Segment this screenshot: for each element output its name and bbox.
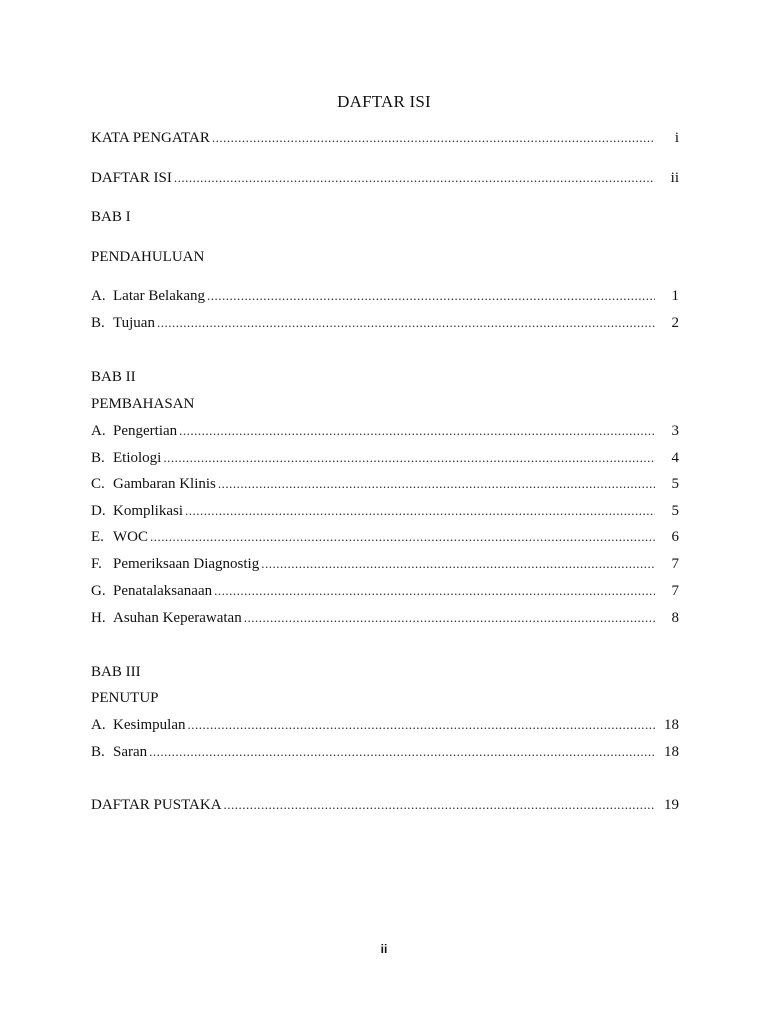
toc-entry-label: Etiologi (113, 450, 162, 466)
toc-entry-asuhan-keperawatan (91, 608, 679, 628)
toc-entry-letter: H. (91, 610, 106, 626)
toc-entry-tujuan (91, 313, 679, 333)
toc-entry-woc (91, 527, 679, 547)
toc-entry-komplikasi (91, 501, 679, 521)
toc-entry-page: 3 (671, 423, 679, 439)
toc-entry-page: 7 (671, 556, 679, 572)
toc-entry-daftar-pustaka (91, 795, 679, 815)
toc-entry-etiologi (91, 448, 679, 468)
toc-entry-letter: B. (91, 315, 105, 331)
toc-entry-kata-pengatar (91, 128, 679, 148)
toc-entry-page: 7 (671, 583, 679, 599)
toc-entry-label: Saran (113, 744, 148, 760)
dot-leader (185, 501, 655, 521)
dot-leader (149, 742, 655, 762)
toc-entry-page: 18 (664, 717, 679, 733)
toc-entry-page: 18 (664, 744, 679, 760)
toc-entry-label: Gambaran Klinis (113, 476, 216, 492)
toc-entry-page: 4 (671, 450, 679, 466)
toc-entry-letter: A. (91, 288, 106, 304)
dot-leader (214, 581, 655, 601)
toc-entry-label: Pengertian (113, 423, 178, 439)
toc-entry-penatalaksanaan (91, 581, 679, 601)
toc-entry-letter: F. (91, 556, 102, 572)
toc-entry-label: Kesimpulan (113, 717, 186, 733)
dot-leader (163, 448, 655, 468)
toc-entry-letter: C. (91, 476, 105, 492)
toc-entry-page: i (674, 130, 679, 146)
toc-entry-letter: D. (91, 503, 106, 519)
page-number-footer: ii (380, 942, 388, 956)
bab3-heading: BAB III (91, 664, 141, 680)
toc-entry-label: Komplikasi (113, 503, 183, 519)
bab2-subheading: PEMBAHASAN (91, 396, 195, 412)
toc-entry-letter: B. (91, 450, 105, 466)
toc-entry-label: DAFTAR PUSTAKA (91, 797, 222, 813)
dot-leader (179, 421, 655, 441)
toc-entry-daftar-isi (91, 168, 679, 188)
toc-entry-letter: A. (91, 717, 106, 733)
toc-entry-page: 19 (664, 797, 679, 813)
toc-entry-letter: E. (91, 529, 104, 545)
dot-leader (261, 554, 655, 574)
toc-entry-kesimpulan (91, 715, 679, 735)
bab2-heading: BAB II (91, 369, 136, 385)
toc-entry-label: Asuhan Keperawatan (113, 610, 242, 626)
dot-leader (150, 527, 655, 547)
toc-entry-label: WOC (113, 529, 148, 545)
dot-leader (212, 128, 655, 148)
toc-entry-page: 1 (671, 288, 679, 304)
toc-entry-page: ii (670, 170, 679, 186)
toc-entry-pengertian (91, 421, 679, 441)
toc-entry-page: 2 (671, 315, 679, 331)
dot-leader (157, 313, 655, 333)
dot-leader (188, 715, 656, 735)
toc-entry-page: 6 (671, 529, 679, 545)
dot-leader (244, 608, 655, 628)
dot-leader (207, 286, 655, 306)
toc-entry-letter: G. (91, 583, 106, 599)
toc-entry-gambaran-klinis (91, 474, 679, 494)
toc-entry-label: Pemeriksaan Diagnostig (113, 556, 260, 572)
dot-leader (174, 168, 655, 188)
toc-entry-label: Latar Belakang (113, 288, 206, 304)
toc-entry-label: Tujuan (113, 315, 155, 331)
toc-entry-page: 8 (671, 610, 679, 626)
toc-entry-page: 5 (671, 476, 679, 492)
toc-entry-label: Penatalaksanaan (113, 583, 213, 599)
toc-entry-label: DAFTAR ISI (91, 170, 172, 186)
page-title: DAFTAR ISI (337, 92, 431, 111)
bab1-heading: BAB I (91, 209, 131, 225)
toc-entry-latar-belakang (91, 286, 679, 306)
bab1-subheading: PENDAHULUAN (91, 249, 205, 265)
toc-entry-label: KATA PENGATAR (91, 130, 210, 146)
bab3-subheading: PENUTUP (91, 690, 159, 706)
dot-leader (224, 795, 655, 815)
toc-entry-letter: B. (91, 744, 105, 760)
toc-entry-saran (91, 742, 679, 762)
dot-leader (218, 474, 655, 494)
toc-entry-page: 5 (671, 503, 679, 519)
toc-entry-letter: A. (91, 423, 106, 439)
toc-entry-pemeriksaan-diagnostig (91, 554, 679, 574)
